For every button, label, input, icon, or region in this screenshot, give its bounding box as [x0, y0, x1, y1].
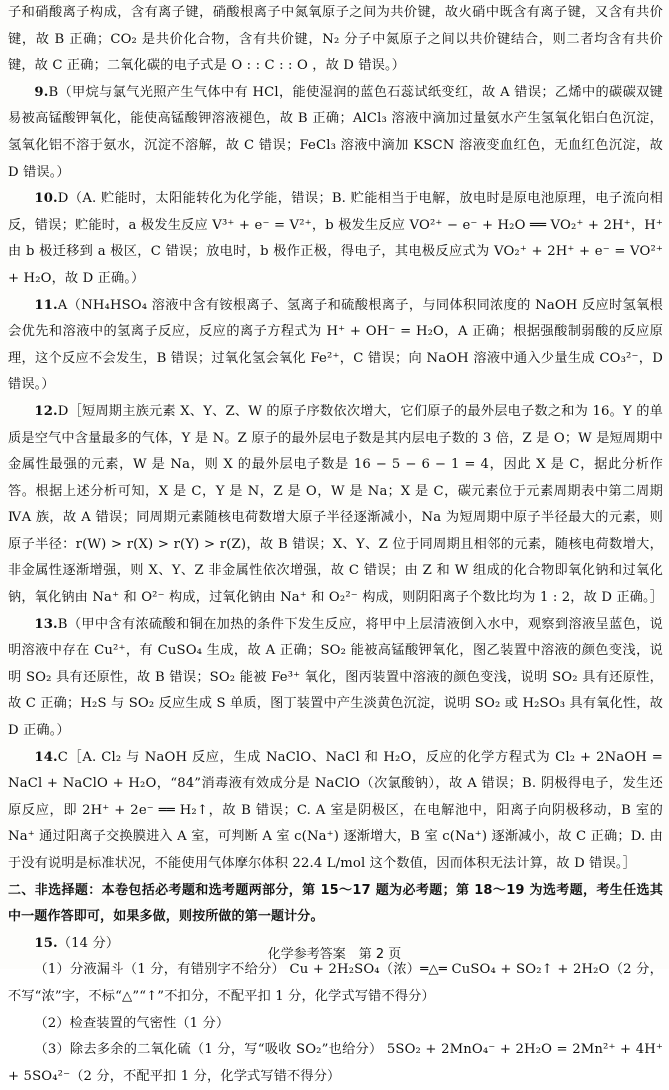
paragraph-text: （3）除去多余的二氧化硫（1 分，写“吸收 SO₂”也给分） 5SO₂ + 2MnO₄⁻ + 2H₂O = 2Mn²⁺ + 4H⁺ + 5SO₄²⁻（2 分，不配平扣 1 分，化学式写错不得分）: [8, 1042, 663, 1084]
question-number: 12.: [34, 403, 58, 419]
question-15-part-1: [8, 957, 663, 1010]
question-number: 11.: [34, 297, 58, 313]
question-number: 15.: [34, 935, 58, 951]
paragraph-text: B（甲烷与氯气光照产生气体中有 HCl，能使湿润的蓝色石蕊试纸变红，故 A 错误；乙烯中的碳碳双键易被高锰酸钾氧化，能使高锰酸钾溶液褪色，故 B 正确；AlCl₃ 溶液中滴加过量氨水产生氢氧化铝白色沉淀，氢氧化铝不溶于氨水，沉淀不溶解，故 C 错误；FeCl₃ 溶液中滴加 KSCN 溶液变血红色，无血红色沉淀，故 D 错误。）: [8, 84, 663, 180]
question-9-answer: [8, 80, 663, 186]
question-number: 10.: [34, 191, 58, 207]
question-14-answer: [8, 745, 663, 878]
question-15-part-2: [8, 1011, 663, 1038]
question-number: 9.: [34, 84, 49, 100]
question-12-answer: [8, 399, 663, 612]
paragraph-text: （1）分液漏斗（1 分，有错别字不给分） Cu + 2H₂SO₄（浓）═△═ CuSO₄ + SO₂↑ + 2H₂O（2 分，不写“浓”字，不标“△”“↑”不扣分，不配平扣 1 分，化学式写错不得分）: [8, 962, 663, 1004]
question-15-part-3: [8, 1037, 663, 1090]
question-10-answer: [8, 186, 663, 292]
paragraph-text: A（NH₄HSO₄ 溶液中含有铵根离子、氢离子和硫酸根离子，与同体积同浓度的 NaOH 反应时氢氧根会优先和溶液中的氢离子反应，反应的离子方程式为 H⁺ + OH⁻ = H₂O，A 正确；根据强酸制弱酸的反应原理，这个反应不会发生，B 错误；过氧化氢会氧化 Fe²⁺，C 错误；向 NaOH 溶液中通入少量生成 CO₃²⁻，D 错误。）: [8, 297, 663, 393]
answer-content: [8, 0, 663, 1090]
question-13-answer: [8, 612, 663, 745]
page-footer: 化学参考答案 第 2 页: [267, 947, 402, 962]
question-number: 14.: [34, 749, 58, 765]
paragraph-text: D（A. 贮能时，太阳能转化为化学能，错误；B. 贮能相当于电解，放电时是原电池原理，电子流向相反，错误；贮能时，a 极发生反应 V³⁺ + e⁻ = V²⁺，b 极发生反应 VO²⁺ − e⁻ + H₂O ══ VO₂⁺ + 2H⁺，H⁺ 由 b 极迁移到 a 极区，C 错误；放电时，b 极作正极，得电子，其电极反应式为 VO₂⁺ + 2H⁺ + e⁻ = VO²⁺ + H₂O，故 D 正确。）: [8, 191, 663, 286]
paragraph-text: （2）检查装置的气密性（1 分）: [34, 1015, 230, 1031]
paragraph-text: B（甲中含有浓硫酸和铜在加热的条件下发生反应，将甲中上层清液倒入水中，观察到溶液呈蓝色，说明溶液中存在 Cu²⁺，有 CuSO₄ 生成，故 A 正确；SO₂ 能被高锰酸钾氧化，图乙装置中溶液的颜色变浅，说明 SO₂ 具有还原性，故 B 错误；SO₂ 能被 Fe³⁺ 氧化，图丙装置中溶液的颜色变浅，说明 SO₂ 具有还原性，故 C 正确；H₂S 与 SO₂ 反应生成 S 单质，图丁装置中产生淡黄色沉淀，说明 SO₂ 或 H₂SO₃ 具有氧化性，故 D 正确。）: [8, 616, 663, 739]
section-heading-non-choice: [8, 878, 663, 931]
paragraph-text: D［短周期主族元素 X、Y、Z、W 的原子序数依次增大，它们原子的最外层电子数之和为 16。Y 的单质是空气中含量最多的气体，Y 是 N。Z 原子的最外层电子数是其内层电子数的 3 倍，Z 是 O；W 是短周期中金属性最强的元素，W 是 Na，则 X 的最外层电子数是 16 − 5 − 6 − 1 = 4，因此 X 是 C，据此分析作答。根据上述分析可知，X 是 C，Y 是 N，Z 是 O，W 是 Na；X 是 C，碳元素位于元素周期表中第二周期ⅣA 族，故 A 错误；同周期元素随核电荷数增大原子半径逐渐减小，Na 为短周期中原子半径最大的元素，则原子半径：r(W) > r(X) > r(Y) > r(Z)，故 B 错误；X、Y、Z 位于同周期且相邻的元素，随核电荷数增大，非金属性逐渐增强，则 X、Y、Z 非金属性依次增强，故 C 错误；由 Z 和 W 组成的化合物即氧化钠和过氧化钠，氧化钠由 Na⁺ 和 O²⁻ 构成，过氧化钠由 Na⁺ 和 O₂²⁻ 构成，则阴阳离子个数比均为 1 : 2，故 D 正确。］: [8, 403, 664, 606]
paragraph-text: C［A. Cl₂ 与 NaOH 反应，生成 NaClO、NaCl 和 H₂O，反应的化学方程式为 Cl₂ + 2NaOH = NaCl + NaClO + H₂O，“84”消毒液有效成分是 NaClO（次氯酸钠），故 A 错误；B. 阴极得电子，发生还原反应，即 2H⁺ + 2e⁻ ══ H₂↑，故 B 错误；C. A 室是阴极区，在电解池中，阳离子向阴极移动，B 室的 Na⁺ 通过阳离子交换膜进入 A 室，可判断 A 室 c(Na⁺) 逐渐增大，B 室 c(Na⁺) 逐渐减小，故 C 正确；D. 由于没有说明是标准状况，不能使用气体摩尔体积 22.4 L/mol 这个数值，因而体积无法计算，故 D 错误。］: [8, 749, 663, 871]
paragraph-text: 子和硝酸离子构成，含有离子键，硝酸根离子中氮氧原子之间为共价键，故火硝中既含有离子键，又含有共价键，故 B 正确；CO₂ 是共价化合物，含有共价键，N₂ 分子中氮原子之间以共价键结合，则二者均含有共价键，故 C 正确；二氧化碳的电子式是 O : : C : : O ，故 D 错误。）: [8, 5, 663, 74]
paragraph-text: （14 分）: [57, 935, 120, 951]
section-heading-text: 二、非选择题：本卷包括必考题和选考题两部分，第 15～17 题为必考题；第 18～19 为选考题，考生任选其中一题作答即可，如果多做，则按所做的第一题计分。: [8, 882, 663, 925]
question-number: 13.: [34, 616, 58, 632]
question-11-answer: [8, 293, 663, 399]
question-8-continuation: [8, 0, 663, 80]
